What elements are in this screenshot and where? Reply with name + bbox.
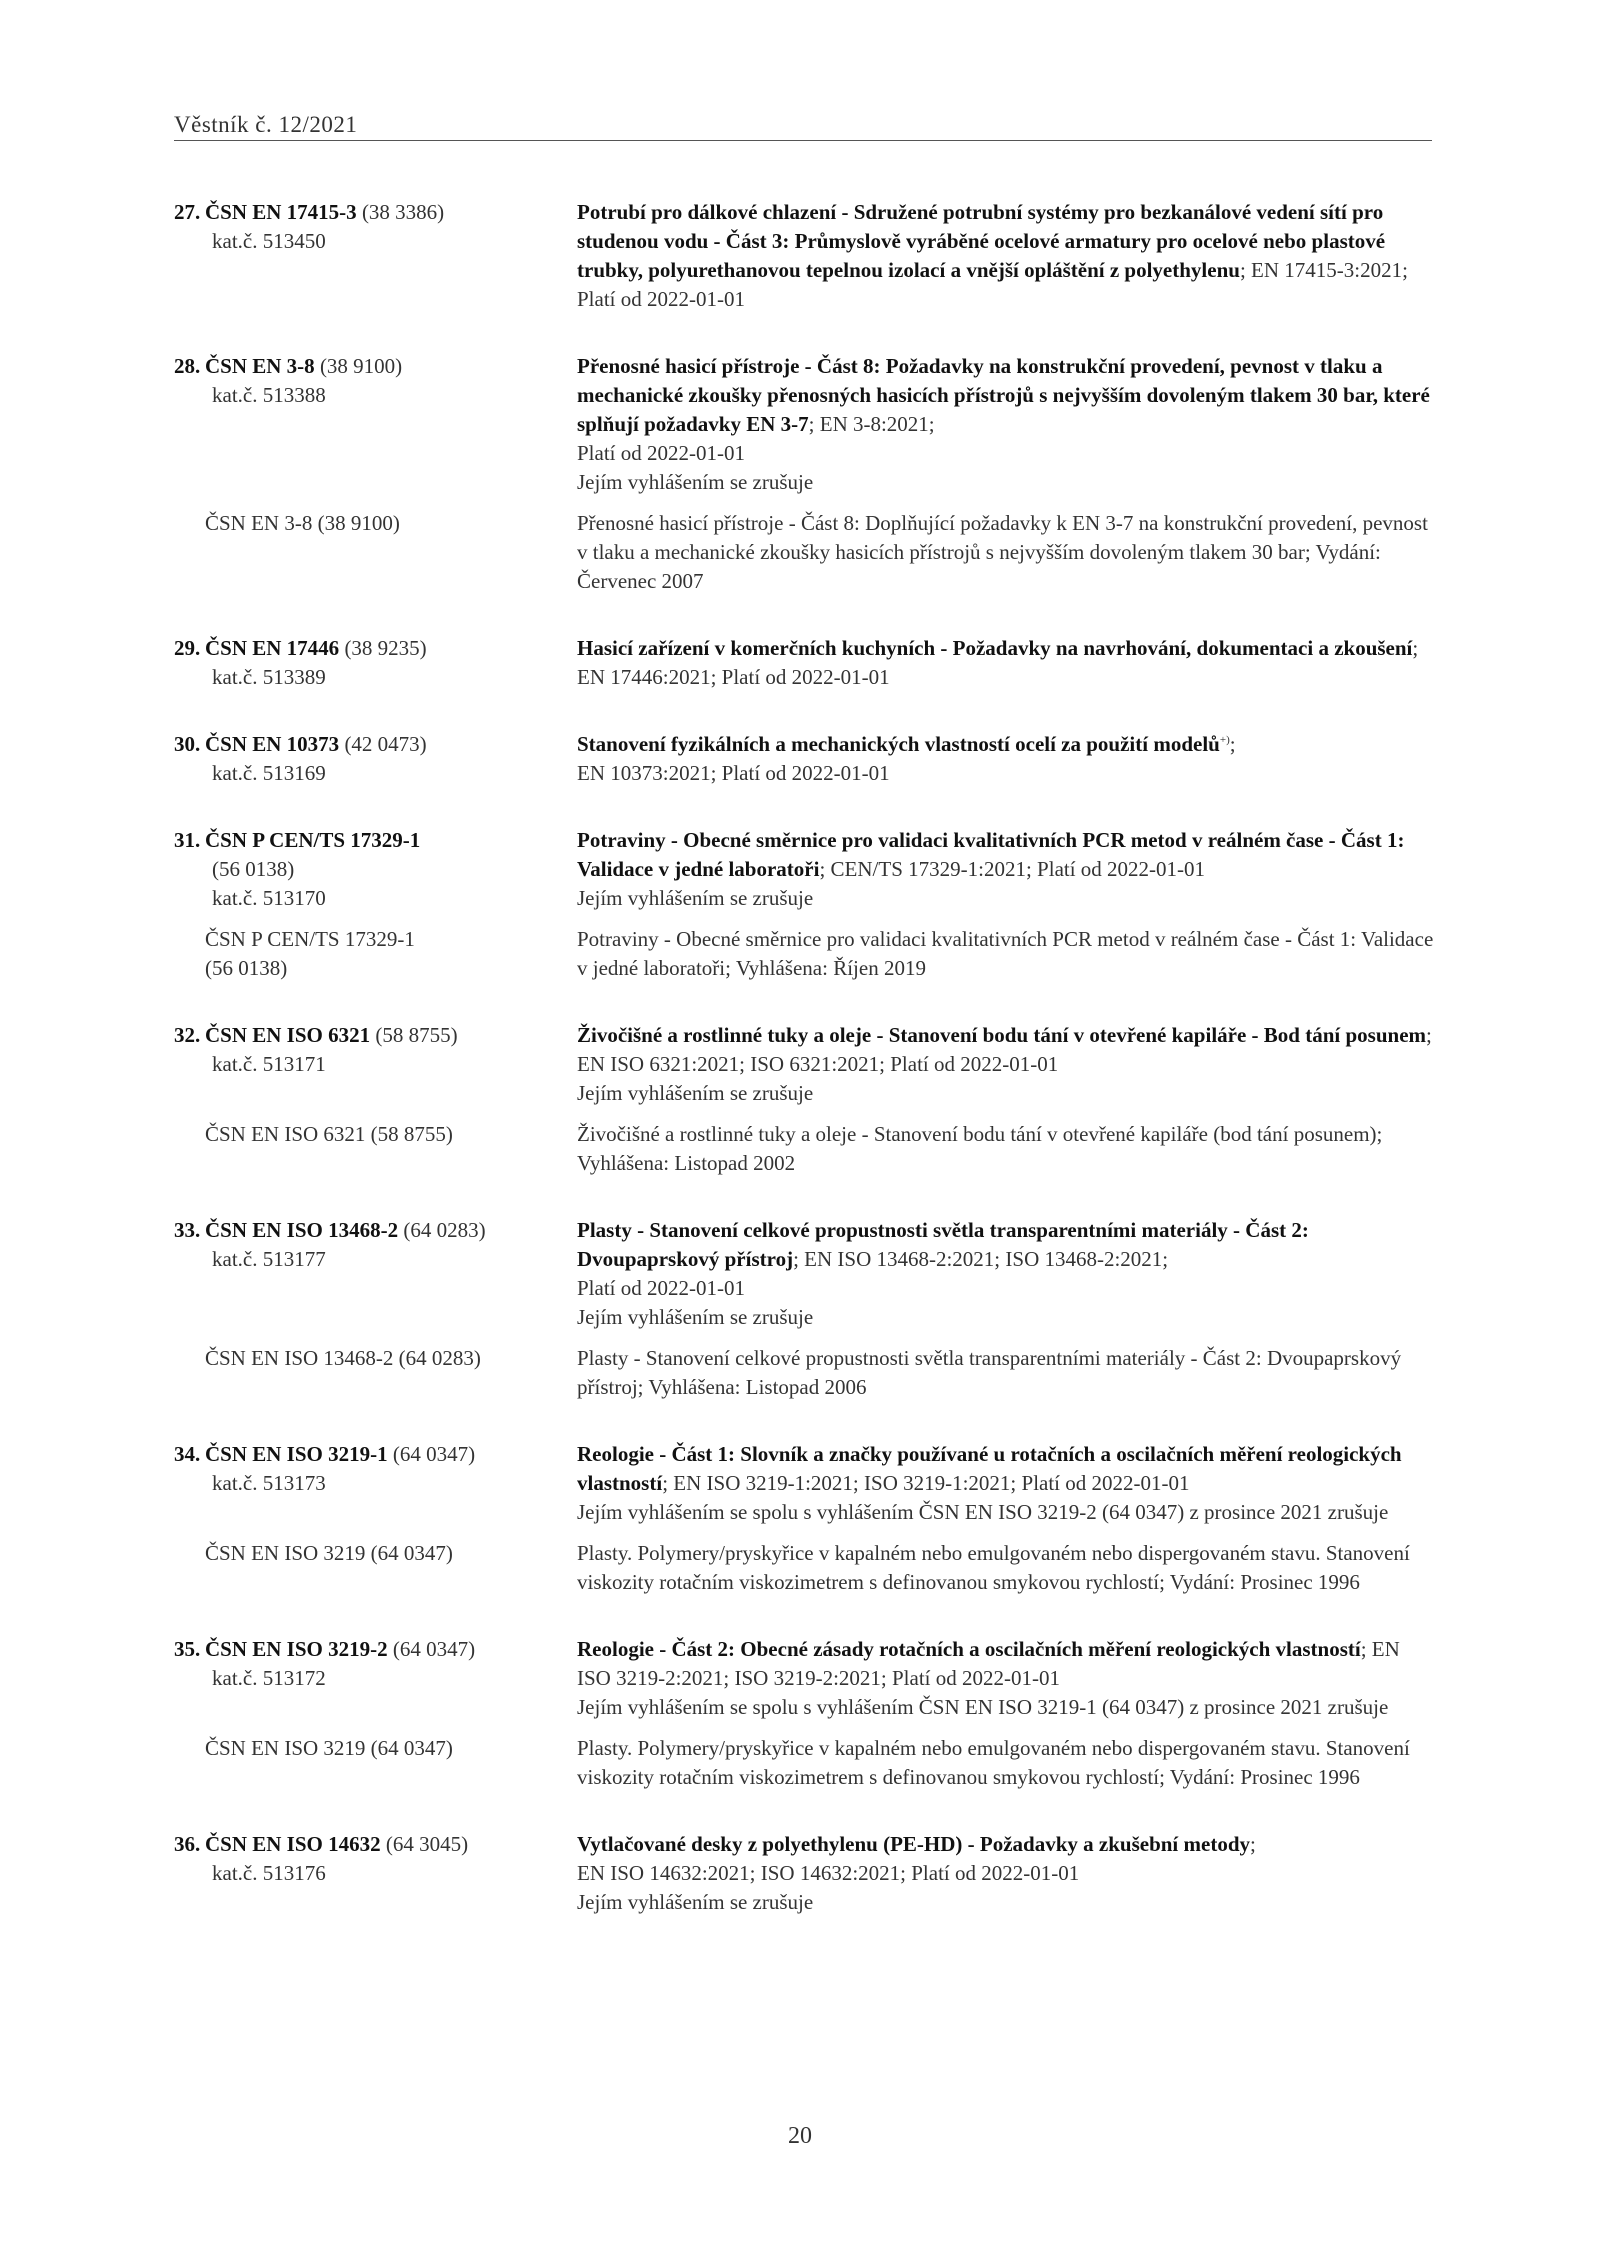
identifier-line (174, 1830, 577, 1859)
classification-code: (64 0283) (398, 1218, 486, 1242)
entry-description (577, 826, 1436, 913)
classification-code: (64 0347) (387, 1637, 476, 1661)
standard-title: Vytlačované desky z polyethylenu (PE-HD) - Požadavky a zkušební metody (577, 1832, 1250, 1856)
replaced-identifier (174, 1344, 577, 1402)
standards-list (174, 198, 1436, 1955)
standard-details: ; EN ISO 3219-1:2021; ISO 3219-1:2021; Platí od 2022-01-01 (662, 1471, 1190, 1495)
entry-description (577, 198, 1436, 314)
entry-number: 30. (174, 732, 201, 756)
standard-title: Živočišné a rostlinné tuky a oleje - Stanovení bodu tání v otevřené kapiláře - Bod tání posunem (577, 1023, 1427, 1047)
entry-row (174, 352, 1436, 497)
replaced-designation: ČSN P CEN/TS 17329-1 (205, 927, 415, 951)
standard-details: ; EN 17446:2021; Platí od 2022-01-01 (577, 636, 1419, 689)
entry-row (174, 1635, 1436, 1722)
standard-title-line (577, 198, 1436, 314)
standard-title-line (577, 1216, 1436, 1274)
entry-description (577, 1216, 1436, 1332)
replaced-designation: ČSN EN ISO 6321 (58 8755) (205, 1122, 453, 1146)
entry-row (174, 634, 1436, 692)
standard-details: ; (1229, 732, 1236, 756)
entry-description (577, 1830, 1436, 1917)
standard-details: ; EN 3-8:2021; (808, 412, 935, 436)
entry-description (577, 730, 1436, 788)
identifier-line (174, 198, 577, 227)
replaced-description: Přenosné hasicí přístroje - Část 8: Doplňující požadavky k EN 3-7 na konstrukční provedení, pevnost v tlaku a mechanické zkoušky hasicích přístrojů s nejvyšším dovoleným tlakem 30 bar; Vydání: Červenec 2007 (577, 511, 1428, 593)
catalog-number: kat.č. 513176 (212, 1861, 326, 1885)
replaced-standard-row (174, 1120, 1436, 1178)
replaced-classification: (56 0138) (205, 956, 288, 980)
replacement-note: Jejím vyhlášením se spolu s vyhlášením ČSN EN ISO 3219-1 (64 0347) z prosince 2021 zrušuje (577, 1695, 1389, 1719)
standard-designation: ČSN P CEN/TS 17329-1 (205, 828, 421, 852)
replaced-designation: ČSN EN 3-8 (38 9100) (205, 511, 400, 535)
entry-row (174, 1830, 1436, 1917)
standard-title-line (577, 634, 1436, 692)
standard-designation: ČSN EN ISO 14632 (205, 1832, 381, 1856)
classification-code: (56 0138) (212, 857, 295, 881)
standard-designation: ČSN EN ISO 13468-2 (205, 1218, 399, 1242)
standard-entry (174, 1635, 1436, 1792)
classification-code: (38 3386) (356, 200, 445, 224)
replaced-identifier (174, 925, 577, 983)
standard-designation: ČSN EN 10373 (205, 732, 340, 756)
standard-entry (174, 1830, 1436, 1917)
standard-details: ; EN ISO 13468-2:2021; ISO 13468-2:2021; (793, 1247, 1169, 1271)
standard-designation: ČSN EN 3-8 (205, 354, 315, 378)
replaced-description: Živočišné a rostlinné tuky a oleje - Stanovení bodu tání v otevřené kapiláře (bod tání posunem); Vyhlášena: Listopad 2002 (577, 1122, 1383, 1175)
identifier-line (174, 826, 577, 855)
entry-identifier (174, 1440, 577, 1527)
page-number: 20 (788, 2123, 812, 2149)
classification-code: (64 0347) (387, 1442, 476, 1466)
replaced-identifier (174, 1539, 577, 1597)
replaced-standard-row (174, 1734, 1436, 1792)
standard-title: Přenosné hasicí přístroje - Část 8: Požadavky na konstrukční provedení, pevnost v tlaku a mechanické zkoušky přenosných hasicích přístrojů s nejvyšším dovoleným tlakem 30 bar, které splňují požadavky EN 3-7 (577, 354, 1430, 436)
replaced-identifier (174, 509, 577, 596)
entry-identifier (174, 1021, 577, 1108)
standard-title-line (577, 730, 1436, 759)
entry-number: 35. (174, 1637, 201, 1661)
identifier-line (174, 730, 577, 759)
entry-row (174, 1440, 1436, 1527)
identifier-line (174, 1021, 577, 1050)
standard-title-line (577, 352, 1436, 439)
entry-row (174, 730, 1436, 788)
classification-code: (38 9235) (339, 636, 427, 660)
replacement-note: Jejím vyhlášením se zrušuje (577, 1081, 814, 1105)
entry-row (174, 826, 1436, 913)
standard-entry (174, 1021, 1436, 1178)
standard-title-line (577, 1830, 1436, 1859)
journal-title: Věstník č. 12/2021 (174, 112, 358, 137)
catalog-number: kat.č. 513171 (212, 1052, 326, 1076)
standard-title-line (577, 1635, 1436, 1693)
standard-title: Hasicí zařízení v komerčních kuchyních - Požadavky na navrhování, dokumentaci a zkoušení (577, 636, 1413, 660)
catalog-number: kat.č. 513169 (212, 761, 326, 785)
entry-identifier (174, 198, 577, 314)
replaced-description: Plasty. Polymery/pryskyřice v kapalném nebo emulgovaném nebo dispergovaném stavu. Stanovení viskozity rotačním viskozimetrem s definovanou smykovou rychlostí; Vydání: Prosinec 1996 (577, 1541, 1410, 1594)
entry-description (577, 1021, 1436, 1108)
identifier-line (174, 1216, 577, 1245)
entry-row (174, 1216, 1436, 1332)
entry-number: 27. (174, 200, 201, 224)
entry-description (577, 634, 1436, 692)
standard-details: ; EN ISO 6321:2021; ISO 6321:2021; Platí od 2022-01-01 (577, 1023, 1432, 1076)
classification-code: (38 9100) (314, 354, 403, 378)
replacement-note: Jejím vyhlášením se zrušuje (577, 886, 814, 910)
standard-title: Reologie - Část 1: Slovník a značky používané u rotačních a oscilačních měření reologických vlastností (577, 1442, 1402, 1495)
replaced-identifier (174, 1120, 577, 1178)
standard-validity: EN ISO 14632:2021; ISO 14632:2021; Platí od 2022-01-01 (577, 1861, 1080, 1885)
standard-validity: EN 10373:2021; Platí od 2022-01-01 (577, 761, 890, 785)
replaced-standard-row (174, 509, 1436, 596)
replaced-standard-row (174, 925, 1436, 983)
entry-identifier (174, 1216, 577, 1332)
footnote-mark: +) (1219, 734, 1230, 746)
standard-entry (174, 1440, 1436, 1597)
identifier-line (174, 1440, 577, 1469)
standard-designation: ČSN EN 17446 (205, 636, 340, 660)
standard-designation: ČSN EN 17415-3 (205, 200, 357, 224)
replaced-designation: ČSN EN ISO 13468-2 (64 0283) (205, 1346, 481, 1370)
standard-details: ; CEN/TS 17329-1:2021; Platí od 2022-01-01 (819, 857, 1206, 881)
standard-designation: ČSN EN ISO 3219-2 (205, 1637, 388, 1661)
entry-description (577, 1635, 1436, 1722)
replaced-designation: ČSN EN ISO 3219 (64 0347) (205, 1541, 453, 1565)
entry-row (174, 198, 1436, 314)
entry-number: 29. (174, 636, 201, 660)
identifier-line (174, 1635, 577, 1664)
catalog-number: kat.č. 513173 (212, 1471, 326, 1495)
standard-title-line (577, 826, 1436, 884)
replaced-standard-row (174, 1539, 1436, 1597)
entry-description (577, 352, 1436, 497)
replacement-note: Jejím vyhlášením se zrušuje (577, 1305, 814, 1329)
standard-designation: ČSN EN ISO 3219-1 (205, 1442, 388, 1466)
classification-code: (64 3045) (380, 1832, 469, 1856)
catalog-number: kat.č. 513389 (212, 665, 326, 689)
page-header (174, 112, 1432, 141)
standard-entry (174, 198, 1436, 314)
replaced-standard-row (174, 1344, 1436, 1402)
identifier-line (174, 634, 577, 663)
standard-details: ; EN 17415-3:2021; Platí od 2022-01-01 (577, 258, 1408, 311)
standard-title: Stanovení fyzikálních a mechanických vlastností ocelí za použití modelů (577, 732, 1220, 756)
standard-designation: ČSN EN ISO 6321 (205, 1023, 371, 1047)
entry-identifier (174, 634, 577, 692)
entry-number: 34. (174, 1442, 201, 1466)
entry-number: 33. (174, 1218, 201, 1242)
standard-entry (174, 1216, 1436, 1402)
entry-identifier (174, 1830, 577, 1917)
entry-identifier (174, 730, 577, 788)
entry-number: 32. (174, 1023, 201, 1047)
replaced-description: Potraviny - Obecné směrnice pro validaci kvalitativních PCR metod v reálném čase - Část 1: Validace v jedné laboratoři; Vyhlášena: Říjen 2019 (577, 927, 1434, 980)
catalog-number: kat.č. 513170 (212, 886, 326, 910)
standard-validity: Platí od 2022-01-01 (577, 441, 745, 465)
standard-title-line (577, 1440, 1436, 1498)
replaced-identifier (174, 1734, 577, 1792)
replaced-designation: ČSN EN ISO 3219 (64 0347) (205, 1736, 453, 1760)
standard-entry (174, 634, 1436, 692)
entry-number: 31. (174, 828, 201, 852)
replacement-note: Jejím vyhlášením se zrušuje (577, 470, 814, 494)
replaced-description: Plasty. Polymery/pryskyřice v kapalném nebo emulgovaném nebo dispergovaném stavu. Stanovení viskozity rotačním viskozimetrem s definovanou smykovou rychlostí; Vydání: Prosinec 1996 (577, 1736, 1410, 1789)
standard-title: Potraviny - Obecné směrnice pro validaci kvalitativních PCR metod v reálném čase - Část 1: Validace v jedné laboratoři (577, 828, 1405, 881)
standard-title-line (577, 1021, 1436, 1079)
entry-number: 28. (174, 354, 201, 378)
standard-details: ; EN ISO 3219-2:2021; ISO 3219-2:2021; Platí od 2022-01-01 (577, 1637, 1400, 1690)
classification-code: (42 0473) (339, 732, 427, 756)
entry-description (577, 1440, 1436, 1527)
replacement-note: Jejím vyhlášením se zrušuje (577, 1890, 814, 1914)
standard-entry (174, 730, 1436, 788)
catalog-number: kat.č. 513172 (212, 1666, 326, 1690)
identifier-line (174, 352, 577, 381)
replaced-description: Plasty - Stanovení celkové propustnosti světla transparentními materiály - Část 2: Dvoupaprskový přístroj; Vyhlášena: Listopad 2006 (577, 1346, 1402, 1399)
replacement-note: Jejím vyhlášením se spolu s vyhlášením ČSN EN ISO 3219-2 (64 0347) z prosince 2021 zrušuje (577, 1500, 1389, 1524)
standard-entry (174, 826, 1436, 983)
entry-number: 36. (174, 1832, 201, 1856)
entry-row (174, 1021, 1436, 1108)
standard-title: Reologie - Část 2: Obecné zásady rotačních a oscilačních měření reologických vlastností (577, 1637, 1361, 1661)
catalog-number: kat.č. 513388 (212, 383, 326, 407)
standard-details: ; (1250, 1832, 1256, 1856)
catalog-number: kat.č. 513450 (212, 229, 326, 253)
entry-identifier (174, 352, 577, 497)
standard-title: Potrubí pro dálkové chlazení - Sdružené potrubní systémy pro bezkanálové vedení sítí pro studenou vodu - Část 3: Průmyslově vyráběné ocelové armatury pro ocelové nebo plastové trubky, polyurethanovou tepelnou izolací a vnější opláštění z polyethylenu (577, 200, 1386, 282)
standard-validity: Platí od 2022-01-01 (577, 1276, 745, 1300)
standard-entry (174, 352, 1436, 596)
classification-code: (58 8755) (370, 1023, 458, 1047)
standard-title: Plasty - Stanovení celkové propustnosti světla transparentními materiály - Část 2: Dvoupaprskový přístroj (577, 1218, 1309, 1271)
entry-identifier (174, 826, 577, 913)
entry-identifier (174, 1635, 577, 1722)
catalog-number: kat.č. 513177 (212, 1247, 326, 1271)
